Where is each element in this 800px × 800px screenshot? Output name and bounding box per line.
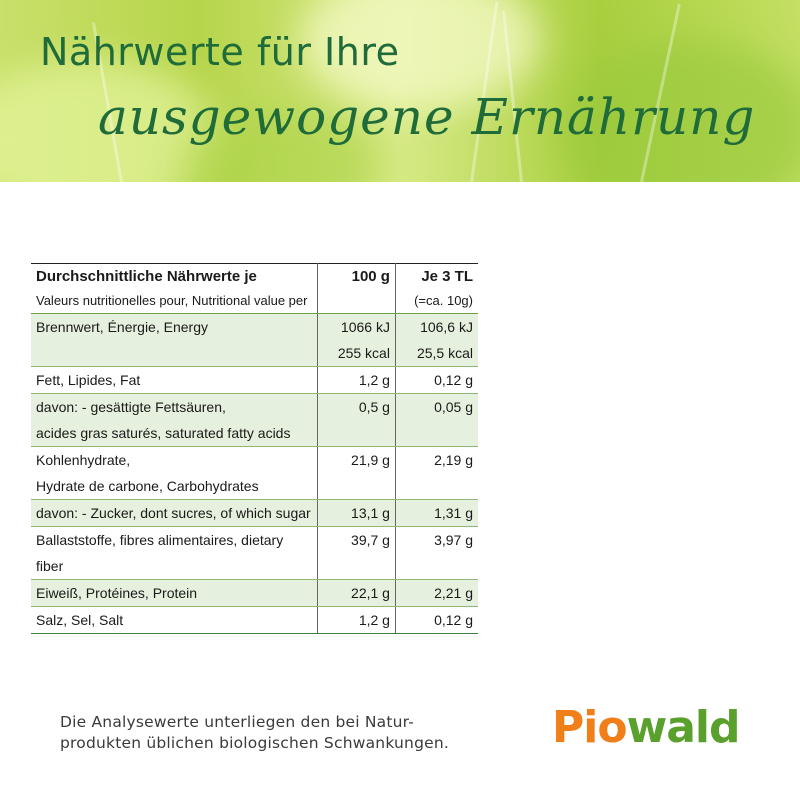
value-per-3tl [395, 394, 478, 447]
table-subheader-label: Valeurs nutritionelles pour, Nutritional value per [31, 289, 317, 314]
value-line: 1,31 g [434, 505, 473, 521]
nutrient-label [31, 447, 317, 500]
table-subheader-empty [317, 289, 395, 314]
value-line: 1,2 g [358, 372, 390, 388]
value-per-100g [317, 527, 395, 580]
value-per-3tl [395, 580, 478, 607]
table-subheader-3tl: (=ca. 10g) [395, 289, 478, 314]
value-per-3tl [395, 500, 478, 527]
value-per-3tl [395, 367, 478, 394]
value-line: 0,5 g [358, 399, 390, 415]
logo-wald: wald [626, 702, 740, 753]
table-header-100g: 100 g [317, 264, 395, 290]
value-per-3tl [395, 314, 478, 367]
value-per-3tl [395, 607, 478, 634]
nutrient-label-line: Salz, Sel, Salt [36, 612, 124, 628]
nutrient-label-line: Brennwert, Énergie, Energy [36, 319, 208, 335]
nutrition-table [31, 263, 478, 634]
table-header-3tl: Je 3 TL [395, 264, 478, 290]
nutrient-label-line: Fett, Lipides, Fat [36, 372, 141, 388]
nutrient-label [31, 607, 317, 634]
value-line: 0,05 g [434, 399, 473, 415]
logo-pio: Pio [552, 702, 627, 753]
table-header-row [31, 264, 478, 290]
value-line: 3,97 g [434, 532, 473, 548]
value-line: 1,2 g [358, 612, 390, 628]
nutrient-label-line: davon: - Zucker, dont sucres, of which sugar [36, 505, 311, 521]
value-line: 106,6 kJ [420, 319, 473, 335]
value-line: 1066 kJ [340, 319, 390, 335]
analysis-disclaimer [60, 712, 449, 754]
value-line: 0,12 g [434, 372, 473, 388]
piowald-logo [552, 702, 739, 753]
value-line: 39,7 g [351, 532, 390, 548]
nutrient-label-line: Hydrate de carbone, Carbohydrates [36, 478, 259, 494]
table-row [31, 447, 478, 500]
nutrient-label-line: Ballaststoffe, fibres alimentaires, dietary fiber [36, 532, 284, 574]
nutrient-label [31, 580, 317, 607]
disclaimer-line1: Die Analysewerte unterliegen den bei Natur- [60, 713, 415, 731]
banner-title-line1: Nährwerte für Ihre [40, 30, 400, 74]
table-row [31, 500, 478, 527]
disclaimer-line2: produkten üblichen biologischen Schwankungen. [60, 734, 449, 752]
table-row [31, 314, 478, 367]
table-header-label: Durchschnittliche Nährwerte je [31, 264, 317, 290]
nutrient-label-line: davon: - gesättigte Fettsäuren, [36, 399, 226, 415]
table-row [31, 580, 478, 607]
nutrient-label [31, 500, 317, 527]
value-line: 255 kcal [337, 345, 390, 361]
nutrient-label-line: Kohlenhydrate, [36, 452, 131, 468]
value-line: 25,5 kcal [416, 345, 473, 361]
nutrient-label-line [36, 340, 312, 366]
value-line: 13,1 g [351, 505, 390, 521]
nutrient-label [31, 394, 317, 447]
value-per-100g [317, 394, 395, 447]
nutrient-label-line: acides gras saturés, saturated fatty acids [36, 425, 291, 441]
value-per-100g [317, 447, 395, 500]
value-per-3tl [395, 447, 478, 500]
value-line: 0,12 g [434, 612, 473, 628]
nutrient-label-line: Eiweiß, Protéines, Protein [36, 585, 198, 601]
table-row [31, 527, 478, 580]
table-row [31, 607, 478, 634]
nutrient-label [31, 314, 317, 367]
value-per-100g [317, 580, 395, 607]
nutrient-label [31, 367, 317, 394]
value-line: 2,19 g [434, 452, 473, 468]
value-line: 2,21 g [434, 585, 473, 601]
value-per-100g [317, 500, 395, 527]
value-per-100g [317, 314, 395, 367]
nutrient-label [31, 527, 317, 580]
value-line: 21,9 g [351, 452, 390, 468]
value-per-100g [317, 367, 395, 394]
value-line: 22,1 g [351, 585, 390, 601]
grass-banner [0, 0, 800, 182]
table-row [31, 367, 478, 394]
value-per-3tl [395, 527, 478, 580]
table-subheader-row [31, 289, 478, 314]
banner-title-line2: ausgewogene Ernährung [98, 88, 756, 146]
table-row [31, 394, 478, 447]
value-per-100g [317, 607, 395, 634]
